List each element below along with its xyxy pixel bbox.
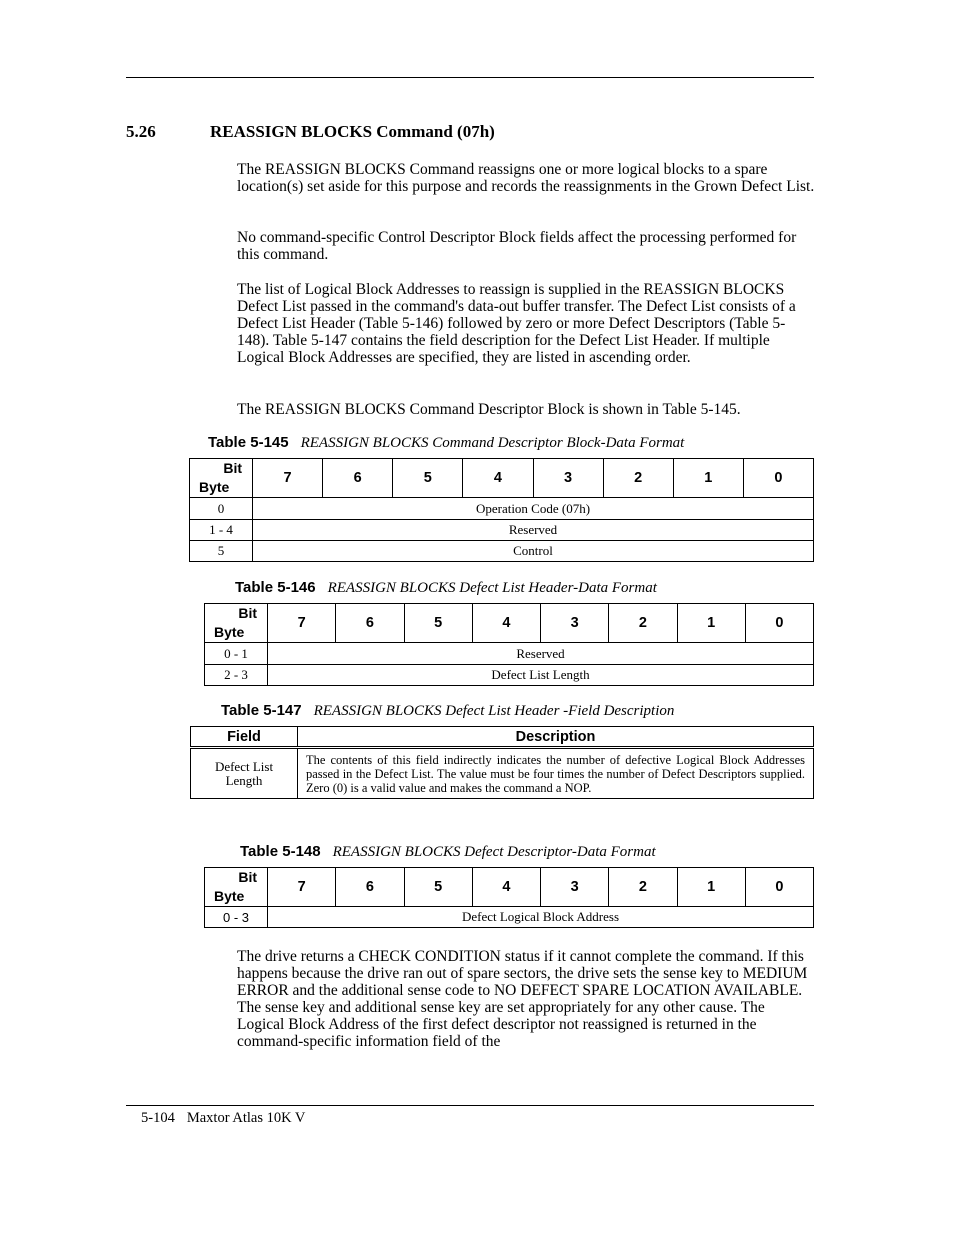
byte-label: Byte bbox=[214, 624, 245, 640]
table-header-row bbox=[205, 604, 814, 643]
top-rule bbox=[126, 77, 814, 78]
table-row bbox=[191, 748, 814, 799]
table-row bbox=[205, 665, 814, 686]
description-column-header: Description bbox=[298, 727, 814, 748]
table-146-label: Table 5-146 bbox=[235, 579, 316, 596]
byte-label: Byte bbox=[214, 888, 245, 904]
bit-4-header: 4 bbox=[472, 868, 540, 907]
table-145-caption bbox=[208, 434, 684, 452]
byte-cell: 5 bbox=[190, 541, 253, 562]
paragraph-3: The list of Logical Block Addresses to reassign is supplied in the REASSIGN BLOCKS Defect List passed in the command's data-out buffer transfer. The Defect List consists of a Defect List Header (Table 5-146) followed by zero or more Defect Descriptors (Table 5-148). Table 5-147 contains the field description for the Defect List Header. If multiple Logical Block Addresses are specified, they are listed in ascending order. bbox=[237, 281, 796, 366]
table-147 bbox=[190, 726, 814, 799]
byte-cell: 0 bbox=[190, 498, 253, 520]
bit-5-header: 5 bbox=[404, 868, 472, 907]
bit-5-header: 5 bbox=[393, 459, 463, 498]
footer bbox=[141, 1110, 305, 1127]
table-147-label: Table 5-147 bbox=[221, 702, 302, 719]
bit-5-header: 5 bbox=[404, 604, 472, 643]
field-column-header: Field bbox=[191, 727, 298, 748]
bit-byte-cell bbox=[205, 604, 268, 643]
bit-0-header: 0 bbox=[745, 868, 813, 907]
bit-3-header: 3 bbox=[533, 459, 603, 498]
section-title: REASSIGN BLOCKS Command (07h) bbox=[210, 122, 495, 141]
paragraph-2: No command-specific Control Descriptor Block fields affect the processing performed for this command. bbox=[237, 229, 797, 263]
bit-1-header: 1 bbox=[677, 604, 745, 643]
description-cell: The contents of this field indirectly indicates the number of defective Logical Block Addresses passed in the Defect List. The value must be four times the number of Defect Descriptors supplied. Zero (0) is a valid value and makes the command a NOP. bbox=[298, 748, 814, 799]
bit-label: Bit bbox=[223, 460, 242, 476]
table-146-caption bbox=[235, 579, 657, 597]
table-145-label: Table 5-145 bbox=[208, 434, 289, 451]
bit-6-header: 6 bbox=[323, 459, 393, 498]
table-148 bbox=[204, 867, 814, 928]
bit-byte-cell bbox=[205, 868, 268, 907]
value-cell: Defect Logical Block Address bbox=[268, 907, 814, 928]
bit-7-header: 7 bbox=[253, 459, 323, 498]
table-header-row bbox=[190, 459, 814, 498]
value-cell: Defect List Length bbox=[268, 665, 814, 686]
table-146 bbox=[204, 603, 814, 686]
byte-cell: 1 - 4 bbox=[190, 520, 253, 541]
section-number: 5.26 bbox=[126, 122, 156, 141]
bit-3-header: 3 bbox=[541, 604, 609, 643]
bit-4-header: 4 bbox=[463, 459, 533, 498]
table-148-caption bbox=[240, 843, 656, 861]
document-title: Maxtor Atlas 10K V bbox=[186, 1110, 306, 1126]
bit-7-header: 7 bbox=[268, 604, 336, 643]
table-148-title: REASSIGN BLOCKS Defect Descriptor-Data Format bbox=[332, 844, 656, 860]
bit-0-header: 0 bbox=[743, 459, 813, 498]
paragraph-1: The REASSIGN BLOCKS Command reassigns one or more logical blocks to a spare location(s) set aside for this purpose and records the reassignments in the Grown Defect List. bbox=[237, 161, 815, 195]
table-row bbox=[205, 907, 814, 928]
footer-rule bbox=[126, 1105, 814, 1106]
bit-0-header: 0 bbox=[745, 604, 813, 643]
table-header-row bbox=[205, 868, 814, 907]
bit-1-header: 1 bbox=[677, 868, 745, 907]
bit-byte-cell bbox=[190, 459, 253, 498]
table-145-title: REASSIGN BLOCKS Command Descriptor Block-Data Format bbox=[300, 435, 685, 451]
table-row bbox=[190, 541, 814, 562]
byte-label: Byte bbox=[199, 479, 230, 495]
section-heading bbox=[126, 122, 495, 142]
field-cell: Defect List Length bbox=[191, 748, 298, 799]
paragraph-4: The REASSIGN BLOCKS Command Descriptor Block is shown in Table 5-145. bbox=[237, 401, 741, 418]
table-147-title: REASSIGN BLOCKS Defect List Header -Field Description bbox=[313, 703, 675, 719]
table-row bbox=[205, 643, 814, 665]
bit-4-header: 4 bbox=[472, 604, 540, 643]
byte-cell: 0 - 3 bbox=[205, 907, 268, 928]
table-row bbox=[190, 498, 814, 520]
page-number: 5-104 bbox=[141, 1110, 175, 1126]
bit-7-header: 7 bbox=[268, 868, 336, 907]
table-146-title: REASSIGN BLOCKS Defect List Header-Data Format bbox=[327, 580, 657, 596]
byte-cell: 2 - 3 bbox=[205, 665, 268, 686]
bit-1-header: 1 bbox=[673, 459, 743, 498]
bit-2-header: 2 bbox=[609, 868, 677, 907]
bit-label: Bit bbox=[238, 869, 257, 885]
bit-6-header: 6 bbox=[336, 604, 404, 643]
bit-2-header: 2 bbox=[609, 604, 677, 643]
table-row bbox=[190, 520, 814, 541]
bit-3-header: 3 bbox=[541, 868, 609, 907]
table-header-row bbox=[191, 727, 814, 748]
table-147-caption bbox=[221, 702, 674, 720]
table-148-label: Table 5-148 bbox=[240, 843, 321, 860]
bit-6-header: 6 bbox=[336, 868, 404, 907]
value-cell: Control bbox=[253, 541, 814, 562]
value-cell: Reserved bbox=[253, 520, 814, 541]
bit-label: Bit bbox=[238, 605, 257, 621]
byte-cell: 0 - 1 bbox=[205, 643, 268, 665]
value-cell: Operation Code (07h) bbox=[253, 498, 814, 520]
value-cell: Reserved bbox=[268, 643, 814, 665]
paragraph-5: The drive returns a CHECK CONDITION status if it cannot complete the command. If this happens because the drive ran out of spare sectors, the drive sets the sense key to MEDIUM ERROR and the additional sense code to NO DEFECT SPARE LOCATION AVAILABLE. The sense key and additional sense key are set appropriately for any other cause. The Logical Block Address of the first defect descriptor not reassigned is returned in the command-specific information field of the bbox=[237, 948, 808, 1050]
bit-2-header: 2 bbox=[603, 459, 673, 498]
table-145 bbox=[189, 458, 814, 562]
